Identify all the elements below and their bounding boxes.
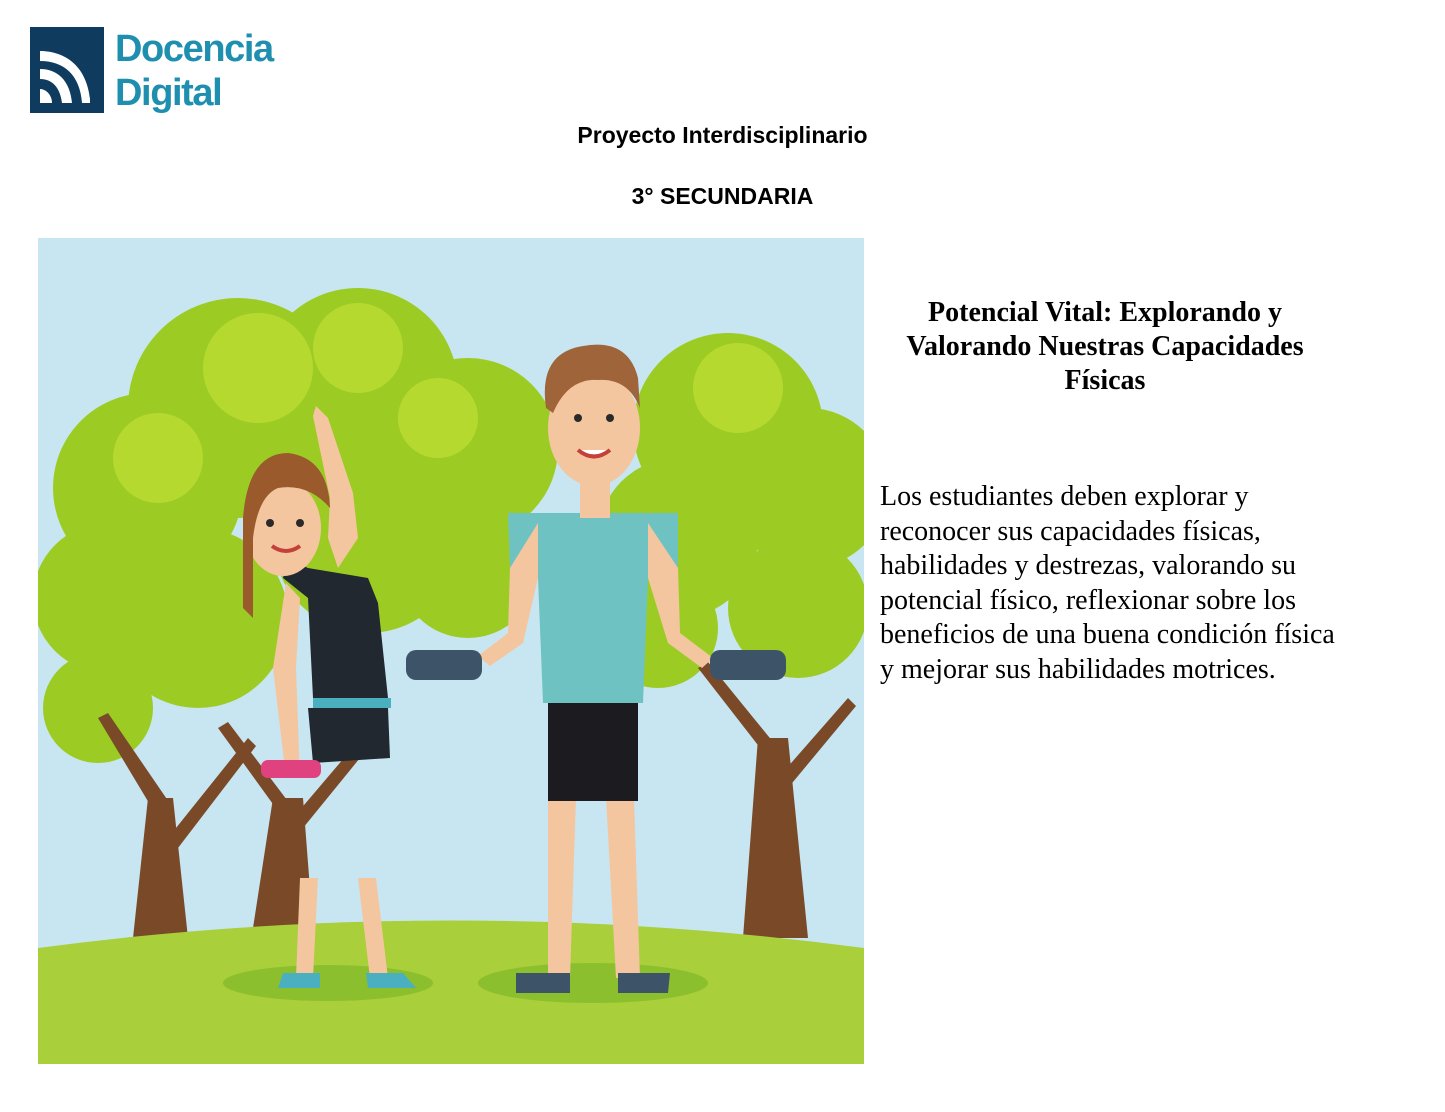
grass <box>38 921 864 1065</box>
brand-name <box>115 27 273 115</box>
brand-name-line1: Docencia <box>115 28 273 70</box>
docencia-digital-logo-icon <box>30 27 104 113</box>
brand-logo <box>30 27 290 119</box>
brand-name-line2: Digital <box>115 72 222 114</box>
project-heading: Proyecto Interdisciplinario <box>577 122 868 148</box>
exercise-couple-park-illustration <box>38 238 864 1064</box>
grade-heading: 3° SECUNDARIA <box>631 183 814 209</box>
document-body: Los estudiantes deben explorar y reconocer sus capacidades físicas, habilidades y destrezas, valorando su potencial físico, reflexionar sobre los beneficios de una buena condición física y mejorar sus habilidades motrices. <box>880 481 1335 685</box>
shadow-right <box>478 963 708 1003</box>
document-title: Potencial Vital: Explorando y Valorando Nuestras Capacidades Físicas <box>906 297 1304 396</box>
